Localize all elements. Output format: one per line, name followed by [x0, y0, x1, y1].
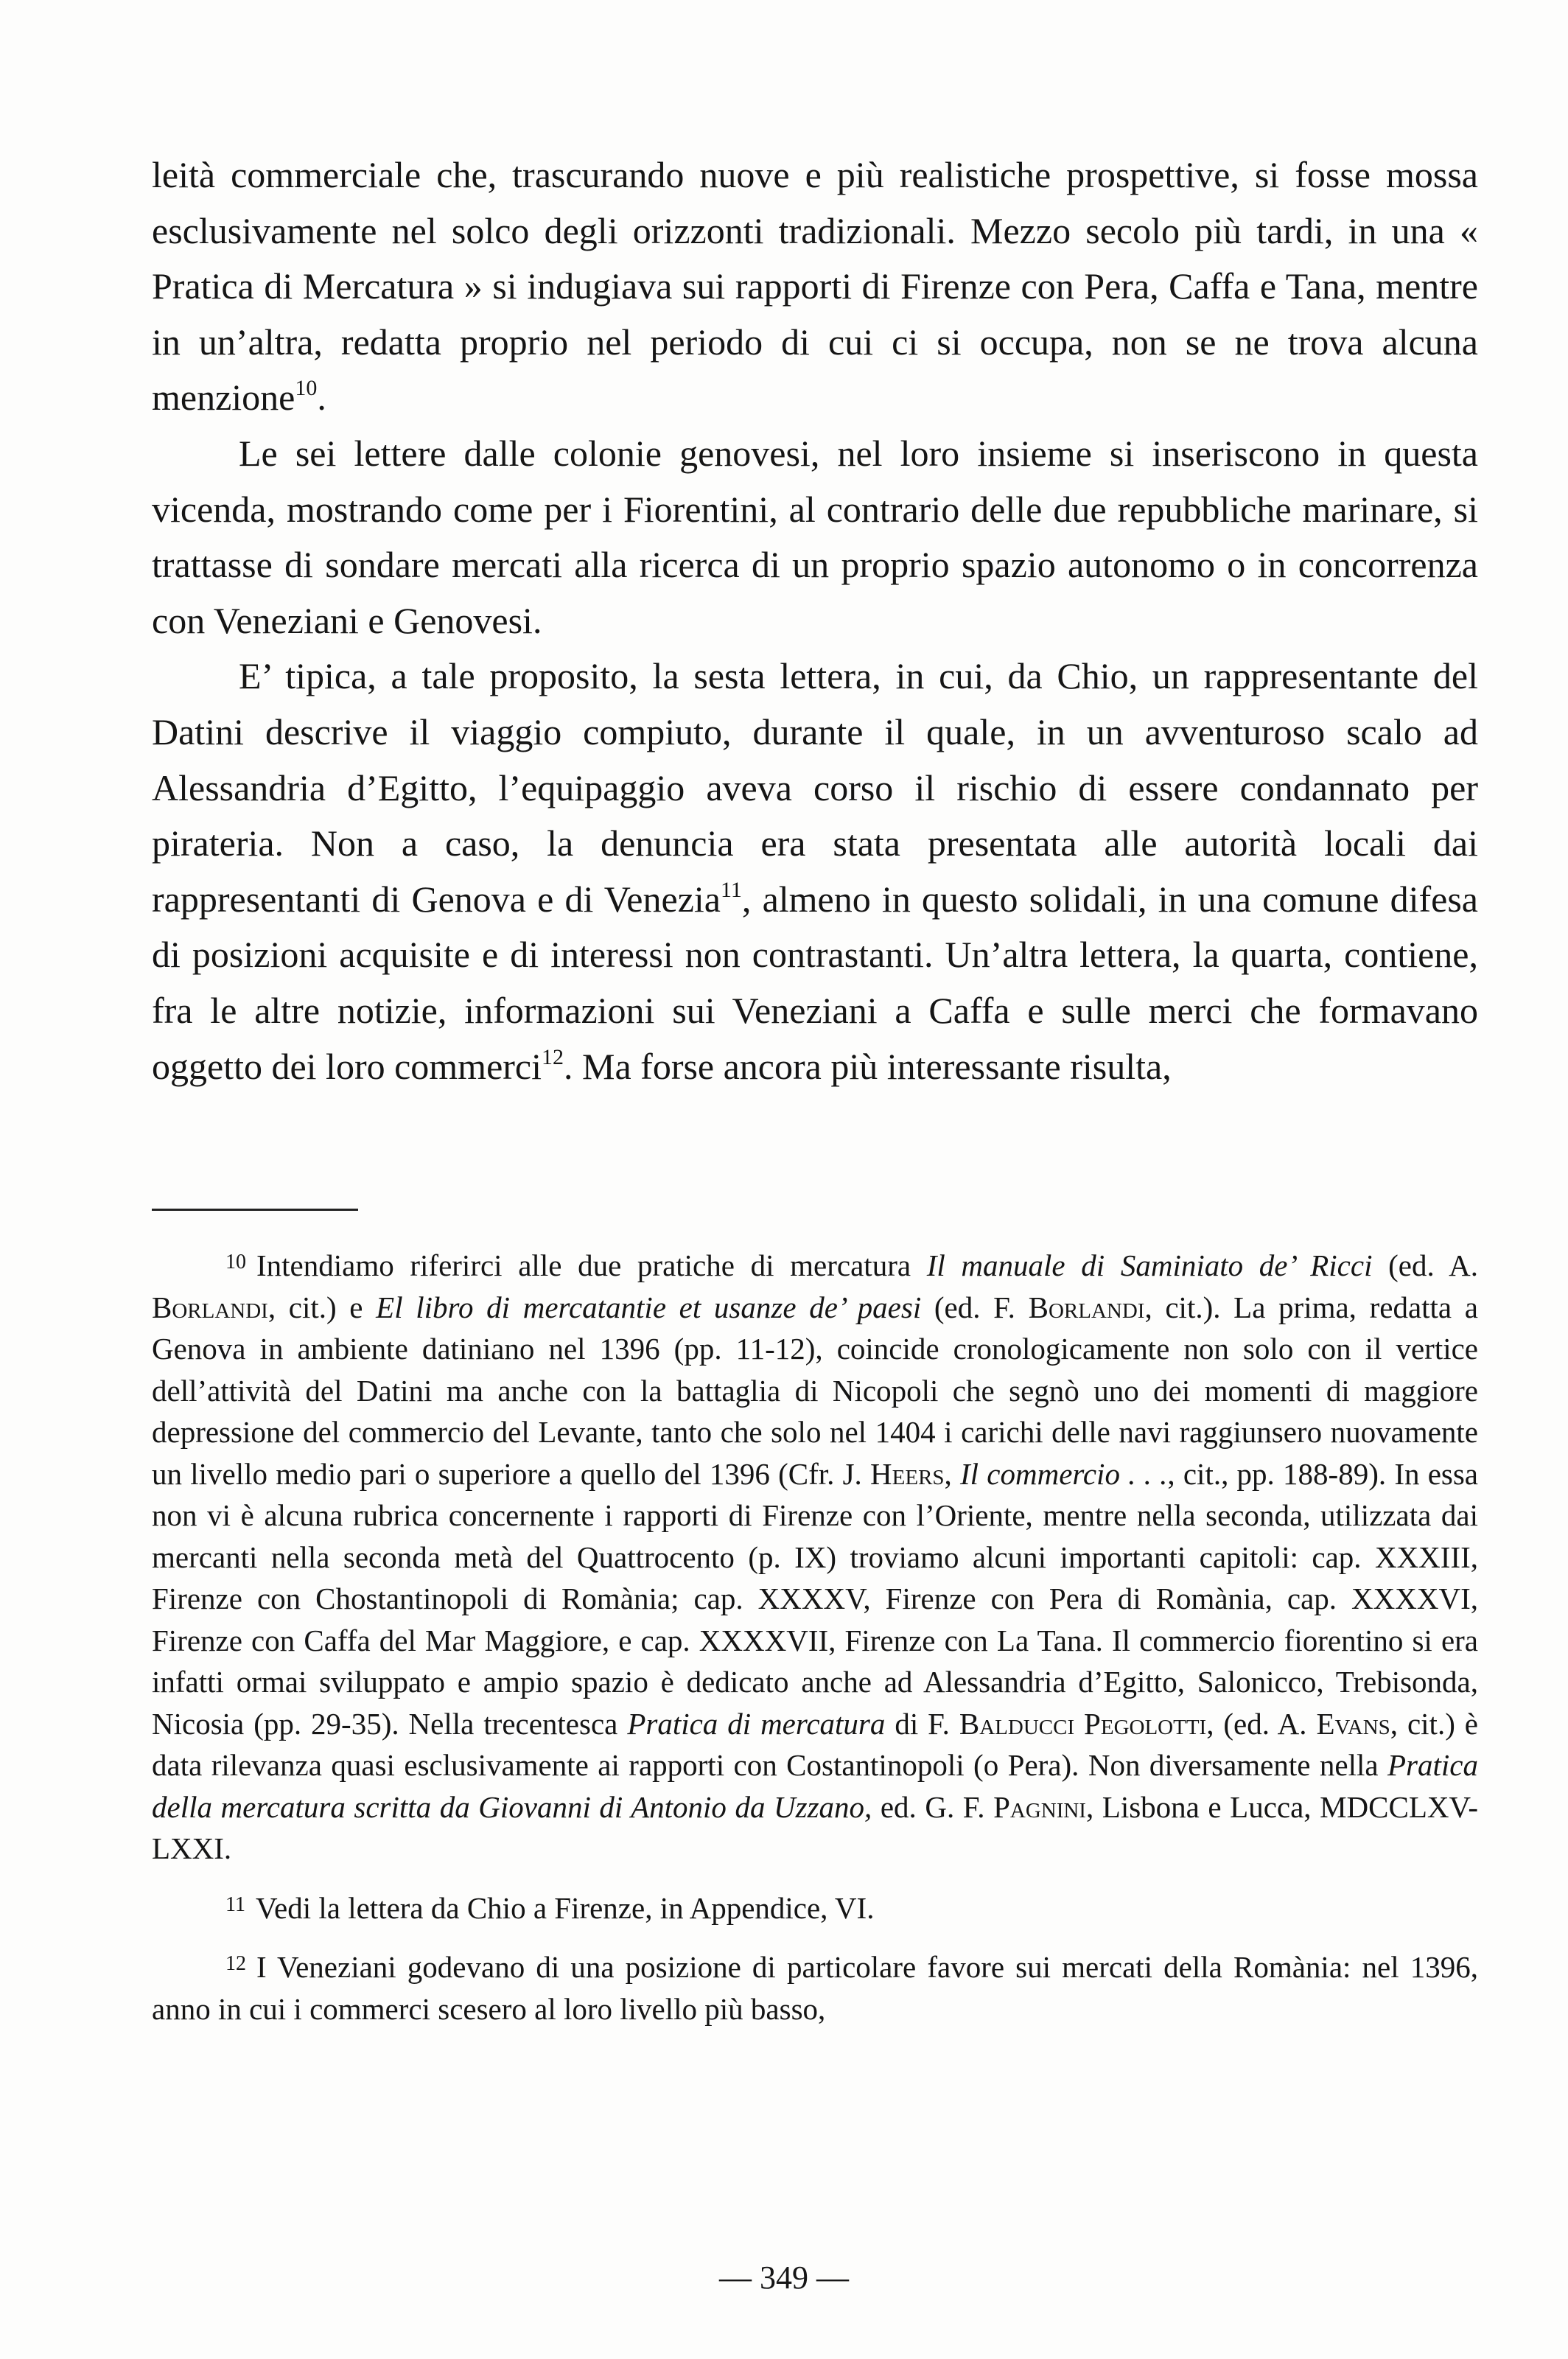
- footnote-10: [152, 1242, 1478, 1870]
- paragraph-1-end: .: [317, 377, 326, 419]
- footnote-12-number: 12: [225, 1952, 246, 1975]
- footnote-10-author: Balducci Pegolotti: [959, 1706, 1207, 1741]
- footnote-10-text: , cit.) e: [267, 1290, 377, 1324]
- footnote-10-author: Heers: [870, 1456, 945, 1491]
- footnote-10-author: Pagnini: [993, 1789, 1086, 1824]
- footnote-10-text: Intendiamo riferirci alle due pratiche di mercatura: [256, 1248, 927, 1282]
- footnote-ref-10: 10: [295, 376, 318, 401]
- footnote-10-title-4: Pratica di mercatura: [627, 1706, 886, 1741]
- paragraph-1: [152, 147, 1478, 426]
- footnote-10-text: , cit., pp. 188-89). In essa non vi è alcuna rubrica concernente i rapporti di Firenze con l’Oriente, mentre nella seconda, utilizzata dai mercanti nella seconda metà del Quattrocento (p. IX) troviamo alcuni importanti capitoli: cap. XXXIII, Firenze con Chostantinopoli di Romània; cap. XXXXV, Firenze con Pera di Romània, cap. XXXXVI, Firenze con Caffa del Mar Maggiore, e cap. XXXXVII, Firenze con La Tana. Il commercio fiorentino si era infatti ormai sviluppato e ampio spazio è dedicato anche ad Alessandria d’Egitto, Salonicco, Trebisonda, Nicosia (pp. 29-35). Nella trecentesca: [152, 1456, 1479, 1741]
- footnote-10-number: 10: [225, 1251, 246, 1273]
- footnote-11: [152, 1884, 1478, 1929]
- footnote-11-text: Vedi la lettera da Chio a Firenze, in Appendice, VI.: [255, 1890, 875, 1925]
- footnote-10-text: ,: [944, 1456, 961, 1491]
- footnote-10-text: (ed. F.: [921, 1290, 1029, 1324]
- footnote-10-text: , Lisbona e Lucca, MDCCLXV-LXXI.: [152, 1789, 1479, 1865]
- footnote-10-text: (ed. A.: [1372, 1248, 1478, 1282]
- paragraph-3-text-a: E’ tipica, a tale proposito, la sesta lettera, in cui, da Chio, un rappresentante del Datini descrive il viaggio compiuto, durante il quale, in un avventuroso scalo ad Alessandria d’Egitto, l’equipaggio aveva corso il rischio di essere condannato per pirateria. Non a caso, la denuncia era stata presentata alle autorità locali dai rappresentanti di Genova e di Venezia: [152, 655, 1478, 920]
- paragraph-3-text-b: , almeno in questo solidali, in una comune difesa di posizioni acquisite e di interessi non contrastanti. Un’altra lettera, la quarta, contiene, fra le altre notizie, informazioni sui Veneziani a Caffa e sulle merci che formavano oggetto dei loro commerci: [152, 878, 1478, 1087]
- footnote-10-text: , cit.). La prima, redatta a Genova in ambiente datiniano nel 1396 (pp. 11-12), coincide cronologicamente non solo con il vertice dell’attività del Datini ma anche con la battaglia di Nicopoli che segnò uno dei momenti di maggiore depressione del commercio del Levante, tanto che solo nel 1404 i carichi delle navi raggiunsero nuovamente un livello medio pari o superiore a quello del 1396 (Cfr. J.: [152, 1290, 1478, 1491]
- footnote-10-title-1: Il manuale di Saminiato de’ Ricci: [926, 1248, 1373, 1282]
- paragraph-3-text-c: . Ma forse ancora più interessante risulta,: [564, 1045, 1172, 1087]
- footnote-10-text: ed. G. F.: [872, 1789, 994, 1824]
- footnote-10-author: Borlandi: [152, 1290, 268, 1324]
- footnote-ref-11: 11: [720, 877, 742, 902]
- footnote-divider: [152, 1209, 358, 1211]
- paragraph-2: Le sei lettere dalle colonie genovesi, nel loro insieme si inseriscono in questa vicenda, mostrando come per i Fiorentini, al contrario delle due repubbliche marinare, si trattasse di sondare mercati alla ricerca di un proprio spazio autonomo o in concorrenza con Veneziani e Genovesi.: [152, 432, 1478, 641]
- footnote-10-author: Borlandi: [1028, 1290, 1145, 1324]
- paragraph-3: [152, 649, 1478, 1094]
- footnote-11-number: 11: [225, 1893, 245, 1916]
- footnote-10-author: Evans: [1316, 1706, 1390, 1741]
- footnote-10-text: di F.: [885, 1706, 959, 1741]
- page-number: — 349 —: [719, 2260, 849, 2296]
- footnote-12: [152, 1943, 1478, 2030]
- footnote-ref-12: 12: [542, 1044, 564, 1069]
- main-text-block: [152, 147, 1478, 1094]
- paragraph-1-text: leità commerciale che, trascurando nuove e più realistiche prospettive, si fosse mossa esclusivamente nel solco degli orizzonti tradizionali. Mezzo secolo più tardi, in una « Pratica di Mercatura » si indugiava sui rapporti di Firenze con Pera, Caffa e Tana, mentre in un’altra, redatta proprio nel periodo di cui ci si occupa, non se ne trova alcuna menzione: [152, 154, 1478, 419]
- footnote-12-text: I Veneziani godevano di una posizione di particolare favore sui mercati della Romània: nel 1396, anno in cui i commerci scesero al loro livello più basso,: [152, 1950, 1478, 2026]
- footnote-10-title-5: Pratica della mercatura scritta da Giovanni di Antonio da Uzzano,: [152, 1748, 1478, 1824]
- footnote-10-title-2: El libro di mercatantie et usanze de’ paesi: [376, 1290, 922, 1324]
- footnote-10-text: , cit.) è data rilevanza quasi esclusivamente ai rapporti con Costantinopoli (o Pera). Non diversamente nella: [152, 1706, 1478, 1782]
- footnotes-block: [152, 1242, 1478, 2044]
- footnote-10-title-3: Il commercio . . .: [960, 1456, 1168, 1491]
- footnote-10-text: , (ed. A.: [1206, 1706, 1317, 1741]
